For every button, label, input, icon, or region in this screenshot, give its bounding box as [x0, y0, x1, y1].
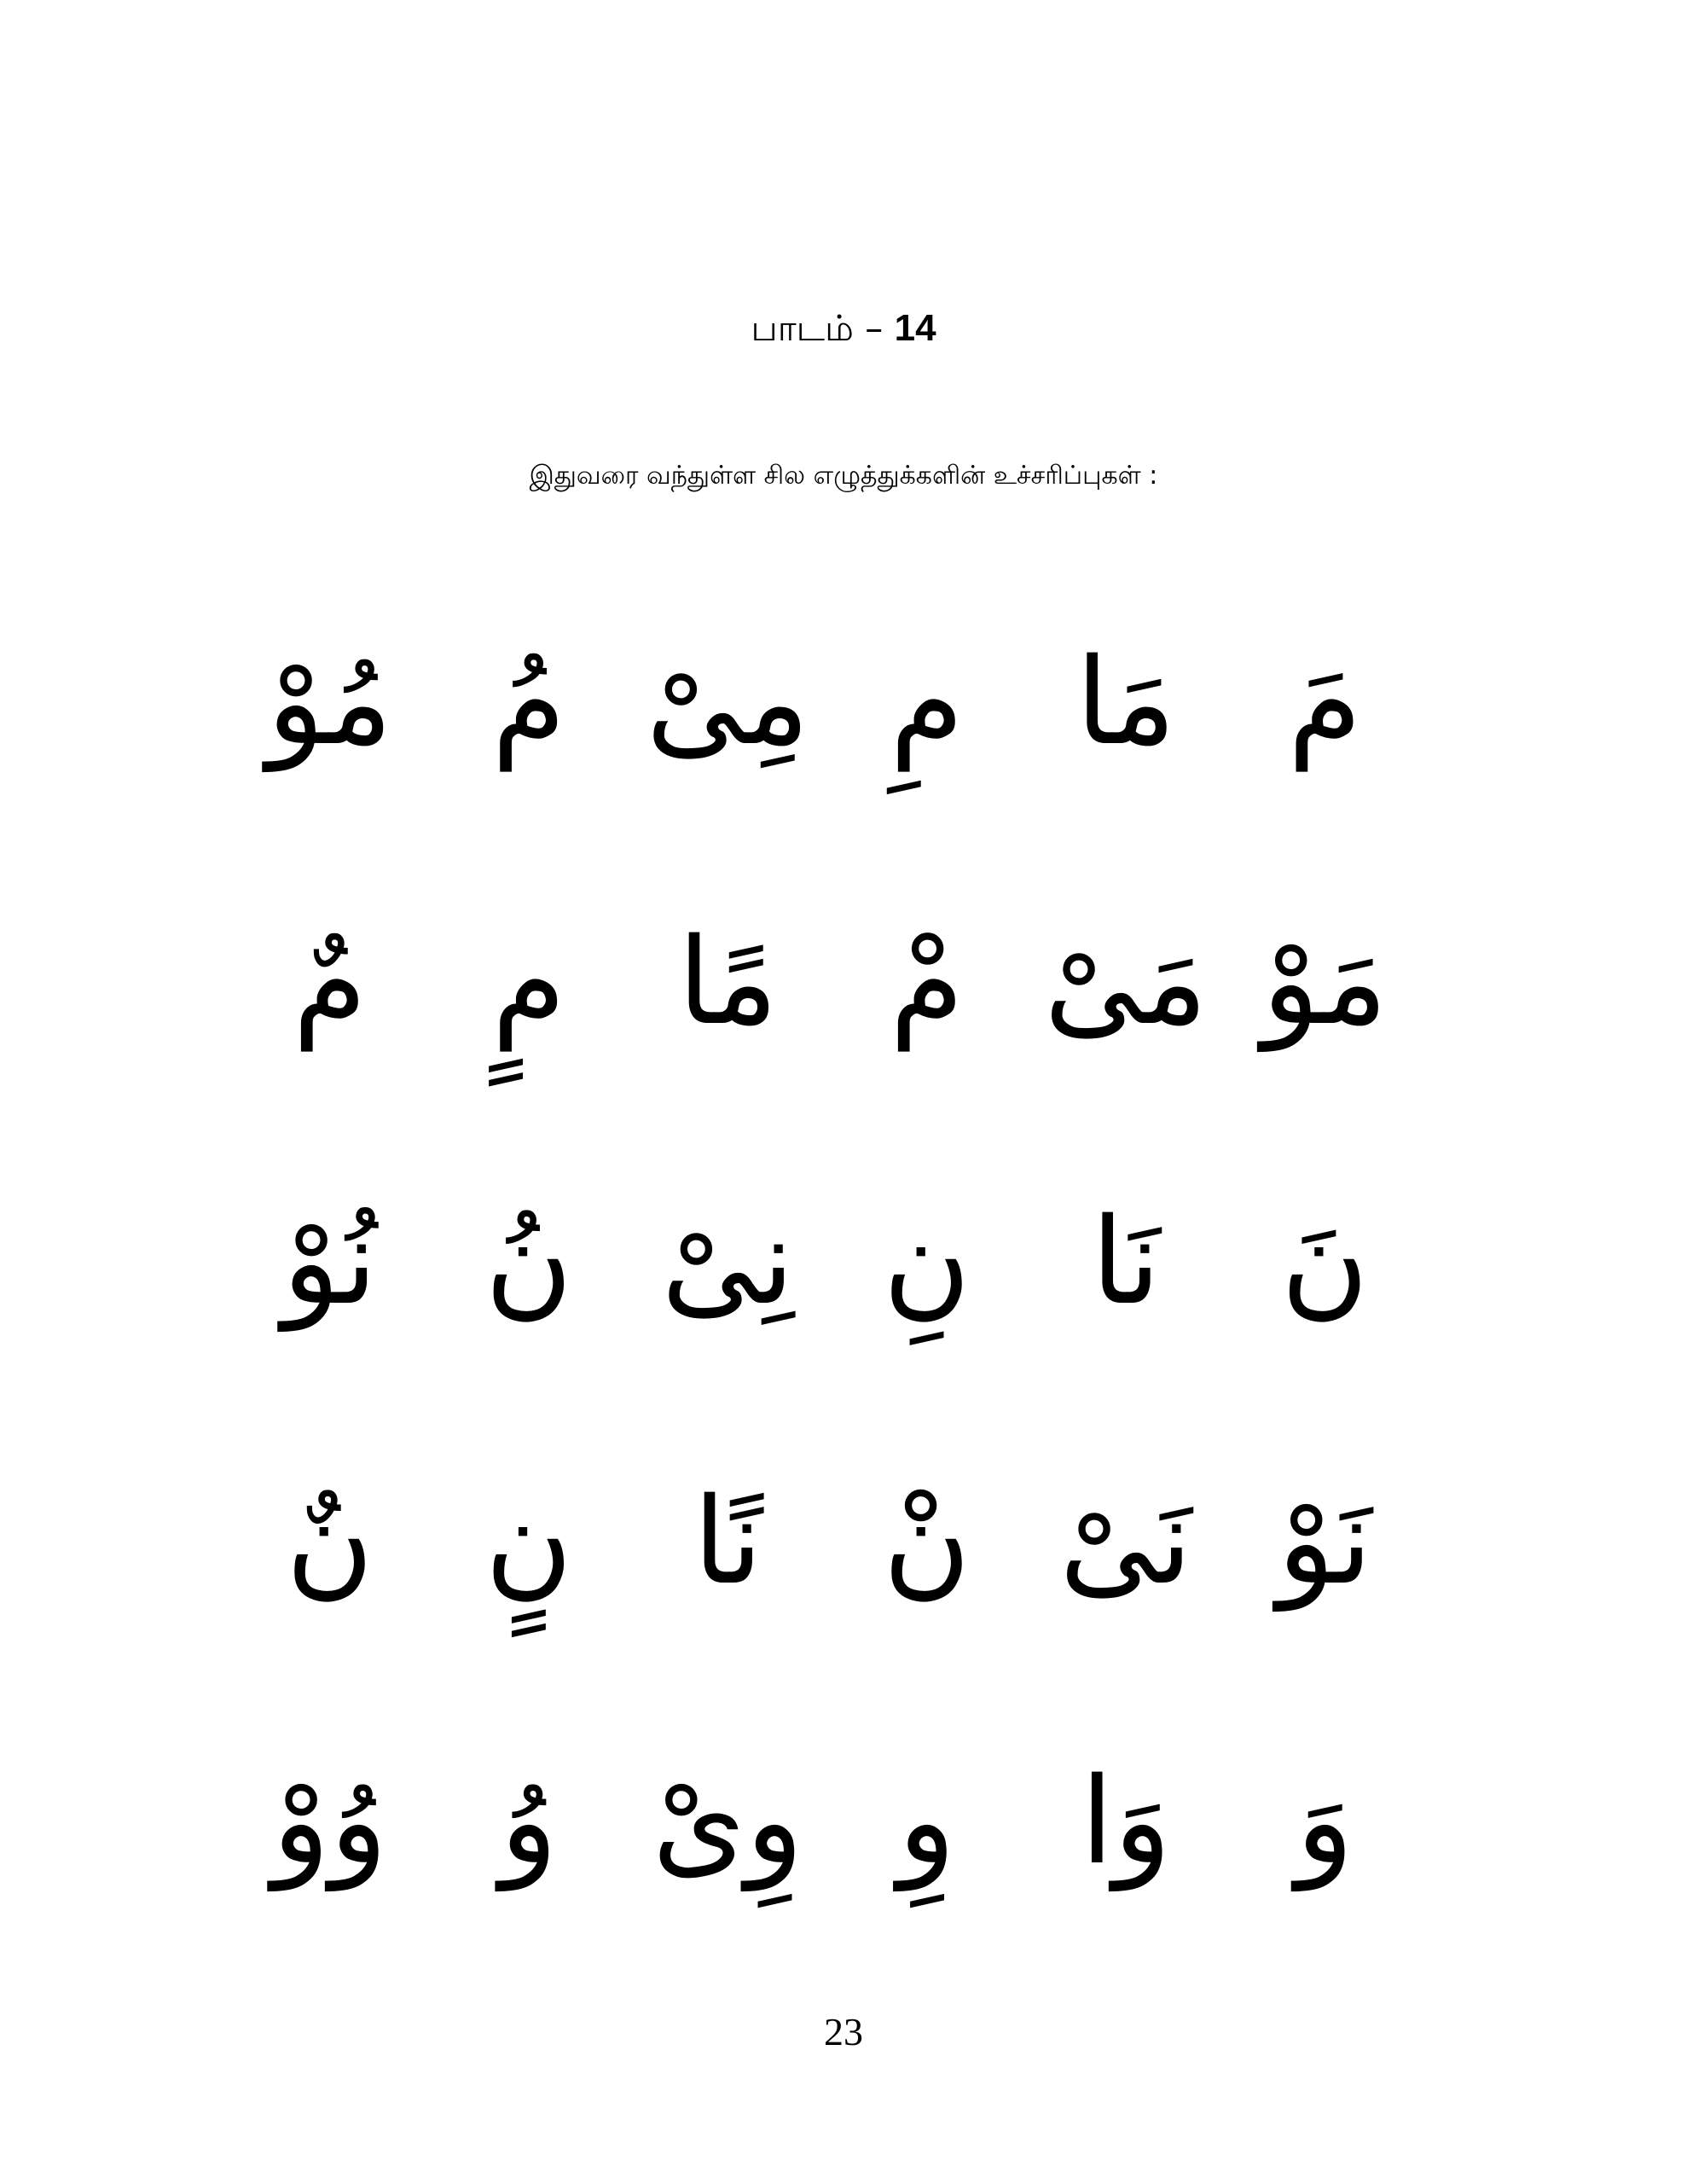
letter-cell: مْ [890, 913, 965, 1052]
letter-cell: مَ [1288, 633, 1362, 772]
letter-cell: نِیْ [661, 1193, 795, 1332]
letter-cell: مُ [491, 633, 566, 772]
letter-cell: مٍ [491, 913, 566, 1052]
letter-cell: وِیْ [652, 1752, 803, 1891]
page-number: 23 [824, 2010, 863, 2053]
letter-cell: مِ [890, 633, 965, 772]
letter-cell: وَا [1080, 1752, 1172, 1891]
lesson-subtitle: இதுவரை வந்துள்ள சில எழுத்துக்களின் உச்சரிப்புகள் : [529, 461, 1158, 491]
letter-cell: نٌ [286, 1472, 374, 1612]
letter-cell: مِیْ [646, 633, 810, 772]
letter-cell: وُ [500, 1752, 558, 1891]
letter-grid [230, 563, 1424, 1962]
letter-cell: مَا [1075, 633, 1176, 772]
letter-cell: مُوْ [267, 633, 393, 772]
letter-cell: نِ [883, 1193, 971, 1332]
letter-cell: نُ [484, 1193, 573, 1332]
letter-cell: نٍ [484, 1472, 573, 1612]
letter-cell: نَا [1091, 1193, 1161, 1332]
letter-cell: نَوْ [1277, 1472, 1372, 1612]
letter-cell: نْ [883, 1472, 971, 1612]
letter-cell: مَوْ [1261, 913, 1388, 1052]
letter-cell: وُوْ [272, 1752, 388, 1891]
letter-cell: نُوْ [282, 1193, 378, 1332]
lesson-title [0, 307, 1687, 354]
letter-cell: نَیْ [1059, 1472, 1192, 1612]
letter-cell: وَ [1296, 1752, 1354, 1891]
letter-cell: نًا [693, 1472, 763, 1612]
letter-cell: وِ [897, 1752, 956, 1891]
letter-cell: مًا [677, 913, 779, 1052]
letter-cell: مَیْ [1044, 913, 1208, 1052]
lesson-number: 14 [894, 307, 936, 349]
lesson-label: பாடம் – [751, 307, 884, 349]
letter-cell: مٌ [293, 913, 368, 1052]
letter-cell: نَ [1280, 1193, 1369, 1332]
